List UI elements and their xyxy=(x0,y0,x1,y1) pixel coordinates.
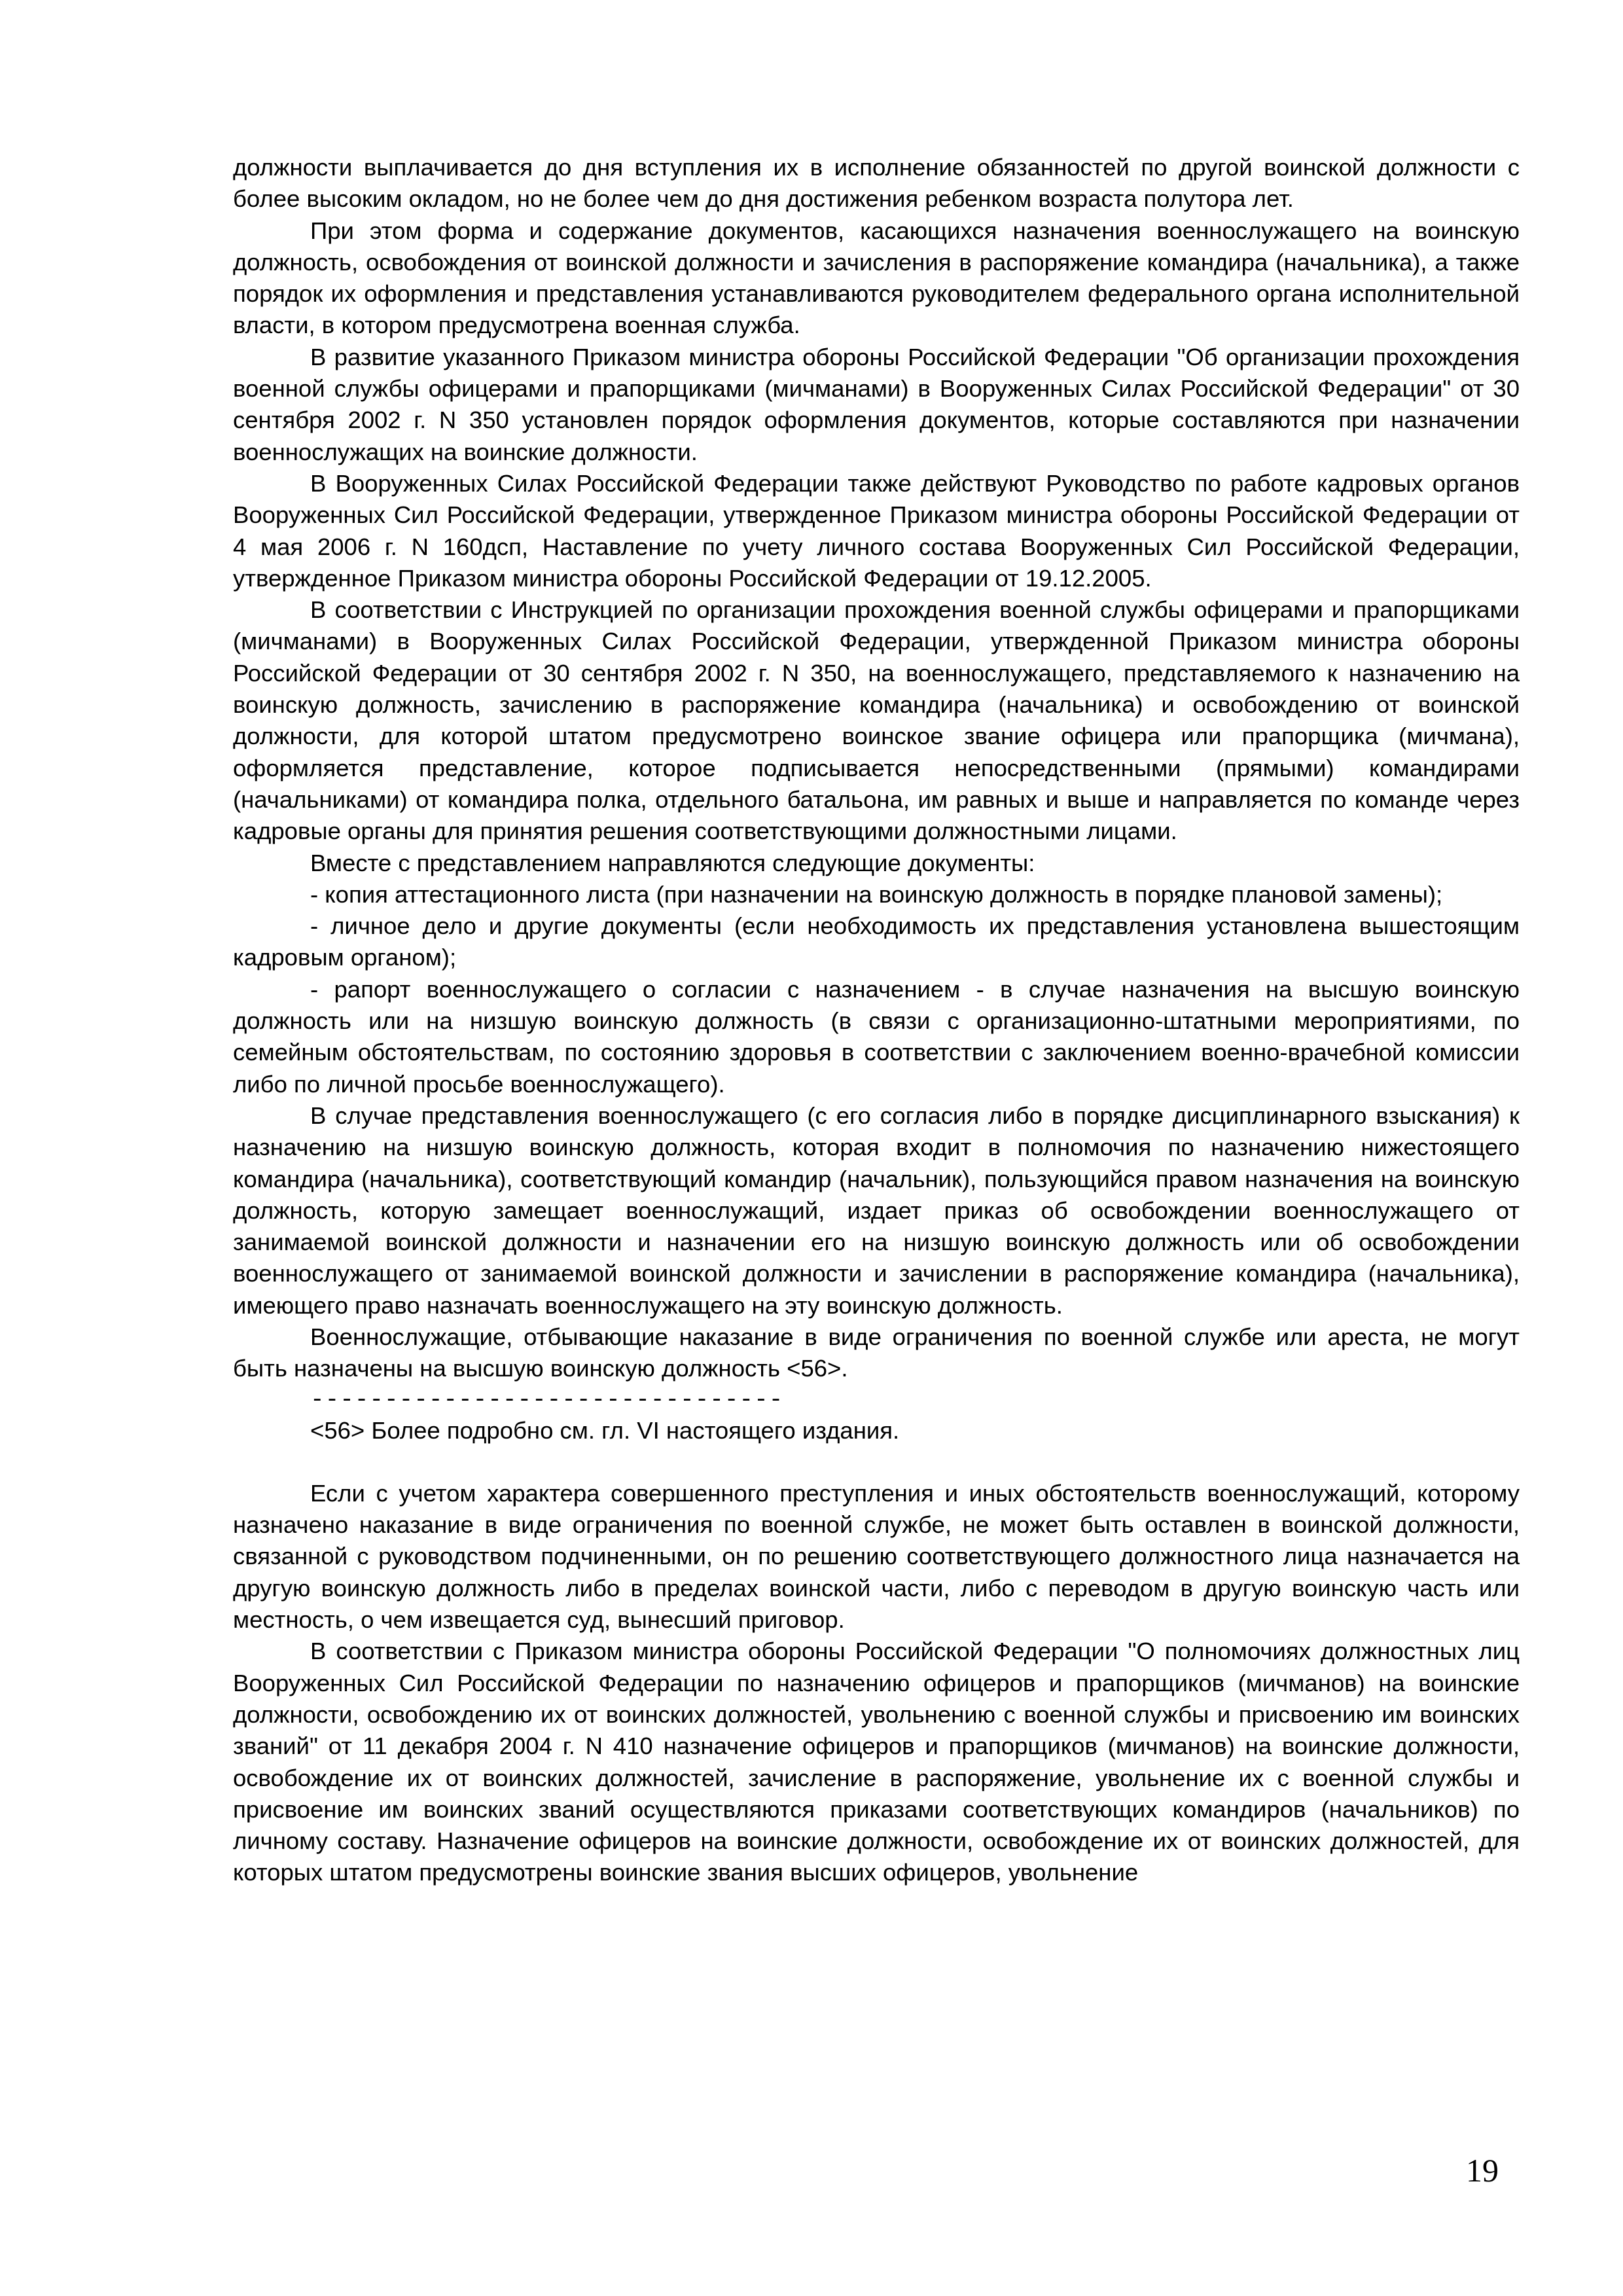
paragraph: В соответствии с Приказом министра обороны Российской Федерации "О полномочиях должностных лиц Вооруженных Сил Российской Федерации по назначению офицеров и прапорщиков (мичманов) на воинские должности, освобождению их от воинских должностей, увольнению с военной службы и присвоению им воинских званий" от 11 декабря 2004 г. N 410 назначение офицеров и прапорщиков (мичманов) на воинские должности, освобождение их от воинских должностей, зачисление в распоряжение, увольнение их с военной службы и присвоение им воинских званий осуществляются приказами соответствующих командиров (начальников) по личному составу. Назначение офицеров на воинские должности, освобождение их от воинских должностей, для которых штатом предусмотрены воинские звания высших офицеров, увольнение xyxy=(233,1638,1520,1886)
document-page xyxy=(233,152,1520,1889)
list-item: - личное дело и другие документы (если необходимость их представления установлена вышестоящим кадровым органом); xyxy=(233,912,1520,971)
paragraph: Военнослужащие, отбывающие наказание в виде ограничения по военной службе или ареста, не могут быть назначены на высшую воинскую должность <56>. xyxy=(233,1323,1520,1382)
list-item: - рапорт военнослужащего о согласии с назначением - в случае назначения на высшую воинскую должность или на низшую воинскую должность (в связи с организационно-штатными мероприятиями, по семейным обстоятельствам, по состоянию здоровья в соответствии с заключением военно-врачебной комиссии либо по личной просьбе военнослужащего). xyxy=(233,975,1520,1098)
body-text-bottom xyxy=(233,1478,1520,1889)
paragraph: В Вооруженных Силах Российской Федерации также действуют Руководство по работе кадровых органов Вооруженных Сил Российской Федерации, утвержденное Приказом министра обороны Российской Федерации от 4 мая 2006 г. N 160дсп, Наставление по учету личного состава Вооруженных Сил Российской Федерации, утвержденное Приказом министра обороны Российской Федерации от 19.12.2005. xyxy=(233,469,1520,592)
paragraph: Если с учетом характера совершенного преступления и иных обстоятельств военнослужащий, которому назначено наказание в виде ограничения по военной службе, не может быть оставлен в воинской должности, связанной с руководством подчиненными, он по решению соответствующего должностного лица назначается на другую воинскую должность либо в пределах воинской части, либо с переводом в другую воинскую часть или местность, о чем извещается суд, вынесший приговор. xyxy=(233,1479,1520,1634)
footnote-separator: -------------------------------- xyxy=(310,1386,784,1413)
footnote: <56> Более подробно см. гл. VI настоящего издания. xyxy=(310,1416,900,1444)
page-number: 19 xyxy=(1466,2152,1499,2189)
paragraph: должности выплачивается до дня вступления их в исполнение обязанностей по другой воинской должности с более высоким окладом, но не более чем до дня достижения ребенком возраста полутора лет. xyxy=(233,154,1520,213)
paragraph: В развитие указанного Приказом министра обороны Российской Федерации "Об организации прохождения военной службы офицерами и прапорщиками (мичманами) в Вооруженных Силах Российской Федерации" от 30 сентября 2002 г. N 350 установлен порядок оформления документов, которые составляются при назначении военнослужащих на воинские должности. xyxy=(233,343,1520,465)
paragraph: Вместе с представлением направляются следующие документы: xyxy=(310,849,1035,876)
paragraph: При этом форма и содержание документов, касающихся назначения военнослужащего на воинскую должность, освобождения от воинской должности и зачисления в распоряжение командира (начальника), а также порядок их оформления и представления устанавливаются руководителем федерального органа исполнительной власти, в котором предусмотрена военная служба. xyxy=(233,217,1520,339)
paragraph: В соответствии с Инструкцией по организации прохождения военной службы офицерами и прапорщиками (мичманами) в Вооруженных Силах Российской Федерации, утвержденной Приказом министра обороны Российской Федерации от 30 сентября 2002 г. N 350, на военнослужащего, представляемого к назначению на воинскую должность, зачислению в распоряжение командира (начальника) и освобождению от воинской должности, для которой штатом предусмотрено воинское звание офицера или прапорщика (мичмана), оформляется представление, которое подписывается непосредственными (прямыми) командирами (начальниками) от командира полка, отдельного батальона, им равных и выше и направляется по команде через кадровые органы для принятия решения соответствующими должностными лицами. xyxy=(233,596,1520,845)
body-text-top xyxy=(233,152,1520,1385)
spacer xyxy=(233,1446,1520,1478)
list-item: - копия аттестационного листа (при назначении на воинскую должность в порядке плановой замены); xyxy=(310,880,1443,908)
paragraph: В случае представления военнослужащего (с его согласия либо в порядке дисциплинарного взыскания) к назначению на низшую воинскую должность, которая входит в полномочия по назначению нижестоящего командира (начальника), соответствующий командир (начальник), пользующийся правом назначения на воинскую должность, которую замещает военнослужащий, издает приказ об освобождении военнослужащего от занимаемой воинской должности и назначении его на низшую воинскую должность или об освобождении военнослужащего от занимаемой воинской должности и зачислении в распоряжение командира (начальника), имеющего право назначать военнослужащего на эту воинскую должность. xyxy=(233,1102,1520,1319)
